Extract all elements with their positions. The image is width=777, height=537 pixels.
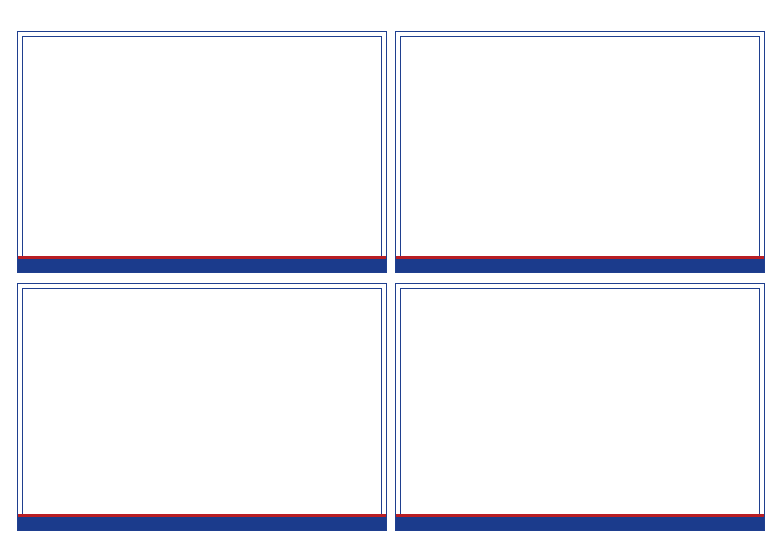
board-6-7 xyxy=(17,31,387,273)
panel-9 xyxy=(586,38,756,248)
footer-bar xyxy=(18,259,386,272)
footer-bar xyxy=(18,517,386,530)
panel-8 xyxy=(406,38,576,248)
panel-12 xyxy=(208,290,378,506)
board-basements xyxy=(395,283,765,531)
panel-6 xyxy=(28,38,198,248)
board-frame xyxy=(400,288,760,516)
footer-bar xyxy=(396,259,764,272)
board-8-9 xyxy=(395,31,765,273)
panel-11 xyxy=(28,290,198,506)
footer-bar xyxy=(396,517,764,530)
panel-7 xyxy=(208,38,378,248)
board-11-12 xyxy=(17,283,387,531)
